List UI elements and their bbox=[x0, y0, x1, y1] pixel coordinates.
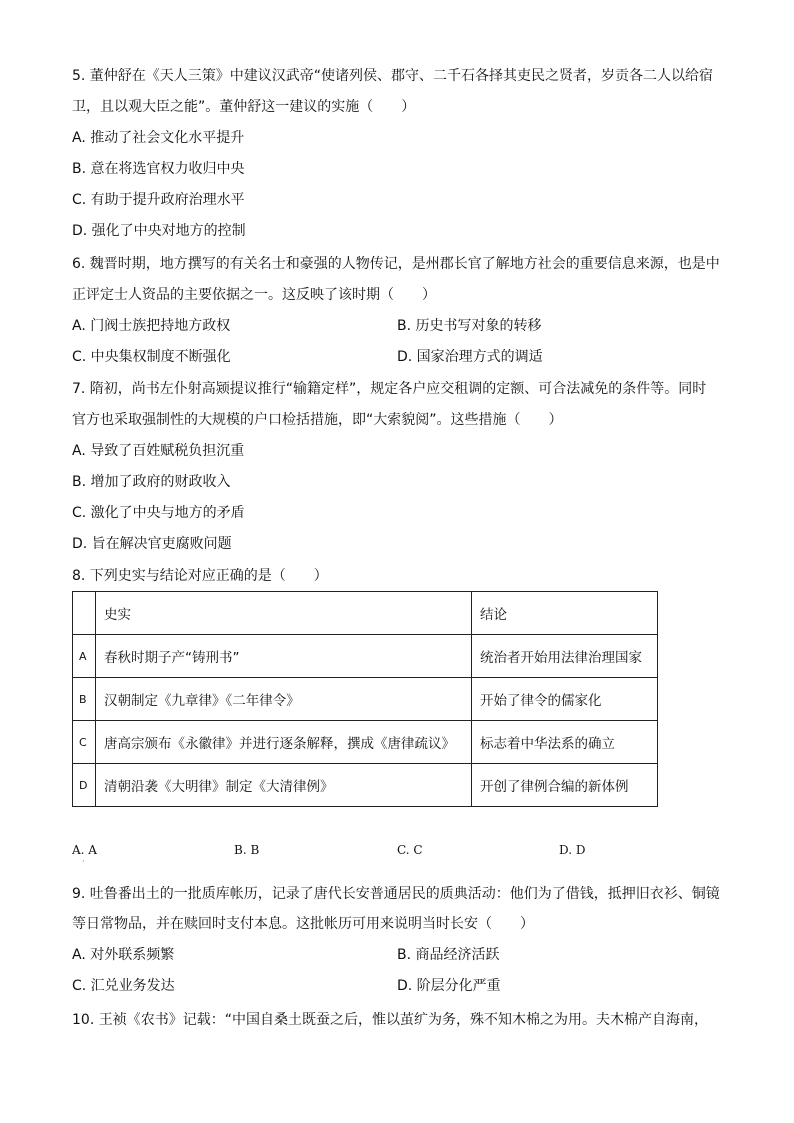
table-header-cell: 结论 bbox=[472, 592, 658, 635]
q5-option-c: C. 有助于提升政府治理水平 bbox=[72, 192, 245, 208]
q7-option-b: B. 增加了政府的财政收入 bbox=[72, 474, 231, 490]
q9-option-b: B. 商品经济活跃 bbox=[397, 947, 500, 963]
row-conclusion: 标志着中华法系的确立 bbox=[472, 721, 658, 764]
q6-option-c: C. 中央集权制度不断强化 bbox=[72, 349, 231, 365]
q7-option-c: C. 激化了中央与地方的矛盾 bbox=[72, 505, 245, 521]
q9-option-c: C. 汇兑业务发达 bbox=[72, 978, 175, 994]
row-fact: 清朝沿袭《大明律》制定《大清律例》 bbox=[96, 764, 472, 807]
q9-option-a: A. 对外联系频繁 bbox=[72, 947, 175, 963]
q6-stem-line2: 正评定士人资品的主要依据之一。这反映了该时期（ ） bbox=[72, 287, 436, 303]
q7-stem-line2: 官方也采取强制性的大规模的户口检括措施，即“大索貌阅”。这些措施（ ） bbox=[72, 412, 563, 428]
q8-table bbox=[72, 591, 658, 807]
row-fact: 春秋时期子产“铸刑书” bbox=[96, 635, 472, 678]
row-conclusion: 开始了律令的儒家化 bbox=[472, 678, 658, 721]
row-fact: 唐高宗颁布《永徽律》并进行逐条解释，撰成《唐律疏议》 bbox=[96, 721, 472, 764]
table-row bbox=[73, 635, 658, 678]
row-label: D bbox=[73, 764, 96, 807]
row-fact: 汉朝制定《九章律》《二年律令》 bbox=[96, 678, 472, 721]
stray-dot: · bbox=[82, 857, 85, 866]
q7-stem-line1: 7. 隋初，尚书左仆射高颎提议推行“输籍定样”，规定各户应交租调的定额、可合法减免的条件等。同时 bbox=[72, 381, 707, 397]
q8-answer-d: D. D bbox=[559, 843, 586, 857]
row-conclusion: 开创了律例合编的新体例 bbox=[472, 764, 658, 807]
table-header-cell: 史实 bbox=[96, 592, 472, 635]
q6-option-d: D. 国家治理方式的调适 bbox=[397, 349, 543, 365]
table-row bbox=[73, 721, 658, 764]
q6-option-a: A. 门阀士族把持地方政权 bbox=[72, 318, 231, 334]
q5-stem-line2: 卫，且以观大臣之能”。董仲舒这一建议的实施（ ） bbox=[72, 99, 416, 115]
q6-stem-line1: 6. 魏晋时期，地方撰写的有关名士和豪强的人物传记，是州郡长官了解地方社会的重要信息来源，也是中 bbox=[72, 256, 720, 272]
q7-option-d: D. 旨在解决官吏腐败问题 bbox=[72, 536, 232, 552]
q8-stem: 8. 下列史实与结论对应正确的是（ ） bbox=[72, 568, 328, 584]
q8-answer-b: B. B bbox=[234, 843, 260, 857]
q5-stem-line1: 5. 董仲舒在《天人三策》中建议汉武帝“使诸列侯、郡守、二千石各择其吏民之贤者，岁贡各二人以给宿 bbox=[72, 68, 714, 84]
q10-stem-line1: 10. 王祯《农书》记载：“中国自桑土既蚕之后，惟以茧纩为务，殊不知木棉之为用。夫木棉产自海南， bbox=[72, 1012, 708, 1028]
table-row bbox=[73, 678, 658, 721]
table-row bbox=[73, 764, 658, 807]
row-conclusion: 统治者开始用法律治理国家 bbox=[472, 635, 658, 678]
q8-answer-c: C. C bbox=[397, 843, 423, 857]
q8-answer-a: A. A bbox=[72, 843, 97, 857]
q5-option-a: A. 推动了社会文化水平提升 bbox=[72, 130, 245, 146]
table-header-row bbox=[73, 592, 658, 635]
row-label: B bbox=[73, 678, 96, 721]
q9-option-d: D. 阶层分化严重 bbox=[397, 978, 501, 994]
table-header-cell bbox=[73, 592, 96, 635]
q9-stem-line1: 9. 吐鲁番出土的一批质库帐历，记录了唐代长安普通居民的质典活动：他们为了借钱，抵押旧衣衫、铜镜 bbox=[72, 886, 720, 902]
q5-option-b: B. 意在将选官权力收归中央 bbox=[72, 161, 245, 177]
q6-option-b: B. 历史书写对象的转移 bbox=[397, 318, 542, 334]
q9-stem-line2: 等日常物品，并在赎回时支付本息。这批帐历可用来说明当时长安（ ） bbox=[72, 916, 534, 932]
q5-option-d: D. 强化了中央对地方的控制 bbox=[72, 223, 246, 239]
row-label: C bbox=[73, 721, 96, 764]
q7-option-a: A. 导致了百姓赋税负担沉重 bbox=[72, 443, 245, 459]
row-label: A bbox=[73, 635, 96, 678]
